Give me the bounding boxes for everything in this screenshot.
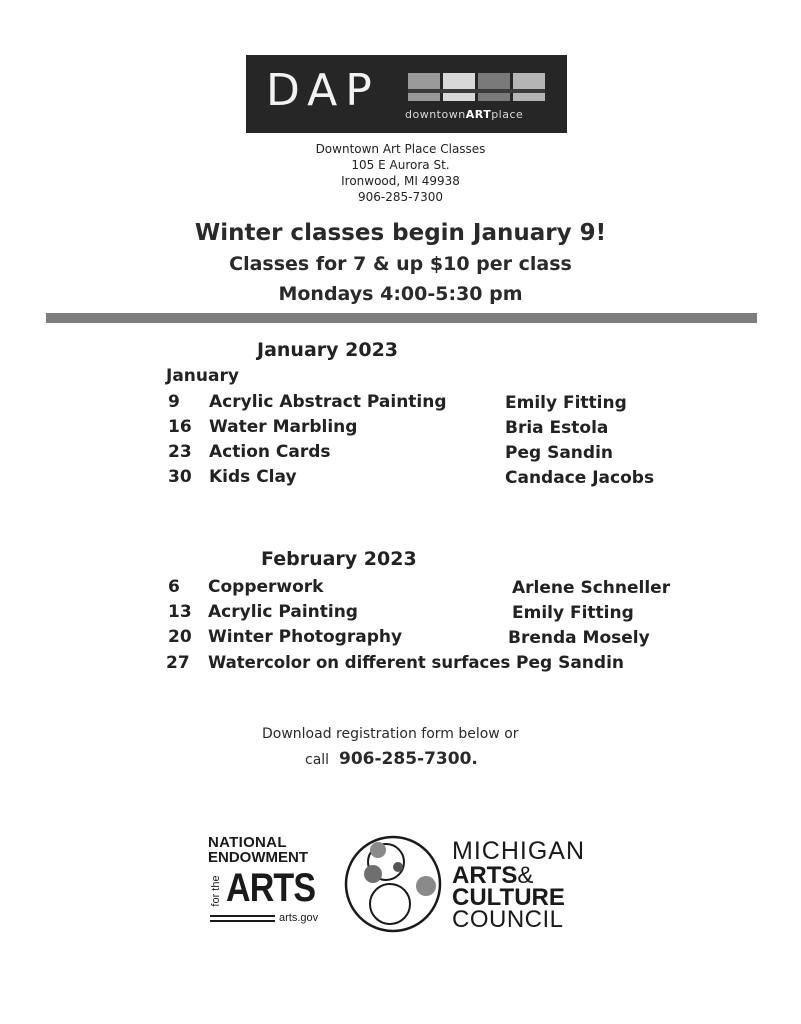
january-day: 9 [168, 392, 180, 412]
february-instructor: Emily Fitting [512, 603, 634, 623]
dap-logo [246, 55, 567, 133]
logo-square-1 [408, 73, 440, 101]
call-label: call [305, 752, 330, 768]
macc-logo-line3: CULTURE [452, 884, 565, 911]
january-day: 23 [168, 442, 192, 462]
headline-price: Classes for 7 & up $10 per class [229, 253, 572, 275]
january-class-title: Kids Clay [209, 467, 297, 487]
january-class-title: Water Marbling [209, 417, 358, 437]
february-instructor: Arlene Schneller [512, 578, 671, 598]
registration-phone: 906-285-7300. [339, 749, 478, 769]
nea-logo [208, 835, 328, 930]
february-instructor: Brenda Mosely [508, 628, 650, 648]
logo-square-2 [443, 73, 475, 101]
headline-main: Winter classes begin January 9! [194, 220, 607, 246]
january-heading: January 2023 [257, 339, 399, 361]
macc-circle-emblem [340, 834, 448, 934]
february-heading: February 2023 [261, 548, 417, 570]
address-name: Downtown Art Place Classes [315, 142, 486, 156]
february-class-title: Watercolor on different surfaces [208, 653, 511, 672]
nea-logo-url: arts.gov [279, 912, 319, 924]
dap-logo-mark: DAP [266, 65, 380, 116]
address-street: 105 E Aurora St. [351, 158, 450, 172]
february-day: 27 [166, 653, 190, 673]
february-day: 13 [168, 602, 192, 622]
february-class-title: Acrylic Painting [208, 602, 358, 622]
registration-note: Download registration form below or [262, 726, 519, 742]
divider-rule [46, 313, 757, 323]
nea-logo-side-text: for the [210, 875, 222, 907]
address-city: Ironwood, MI 49938 [341, 174, 460, 188]
logo-square-3 [478, 73, 510, 101]
january-class-title: Action Cards [209, 442, 331, 462]
february-instructor: Peg Sandin [516, 653, 624, 673]
nea-logo-line2: ENDOWMENT [208, 849, 308, 866]
january-instructor: Peg Sandin [505, 443, 613, 463]
macc-logo-line4: COUNCIL [452, 906, 564, 933]
january-instructor: Emily Fitting [505, 393, 627, 413]
logo-stripe [408, 89, 545, 93]
january-subheading: January [166, 366, 239, 386]
logo-square-4 [513, 73, 545, 101]
nea-logo-line1: NATIONAL [208, 834, 287, 851]
dap-logo-subtitle: downtownARTplace [405, 108, 524, 121]
macc-logo-line1: MICHIGAN [452, 837, 585, 865]
nea-logo-arts: ARTS [226, 866, 316, 910]
january-instructor: Bria Estola [505, 418, 609, 438]
february-day: 6 [168, 577, 180, 597]
headline-schedule: Mondays 4:00-5:30 pm [278, 283, 523, 305]
macc-logo-line2: ARTS& [452, 862, 534, 889]
january-day: 16 [168, 417, 192, 437]
january-instructor: Candace Jacobs [505, 468, 655, 488]
january-class-title: Acrylic Abstract Painting [209, 392, 447, 412]
january-day: 30 [168, 467, 192, 487]
february-day: 20 [168, 627, 192, 647]
february-class-title: Winter Photography [208, 627, 403, 647]
nea-logo-rule [210, 915, 275, 917]
address-phone: 906-285-7300 [357, 190, 443, 204]
nea-logo-rule [210, 920, 275, 922]
february-class-title: Copperwork [208, 577, 324, 597]
